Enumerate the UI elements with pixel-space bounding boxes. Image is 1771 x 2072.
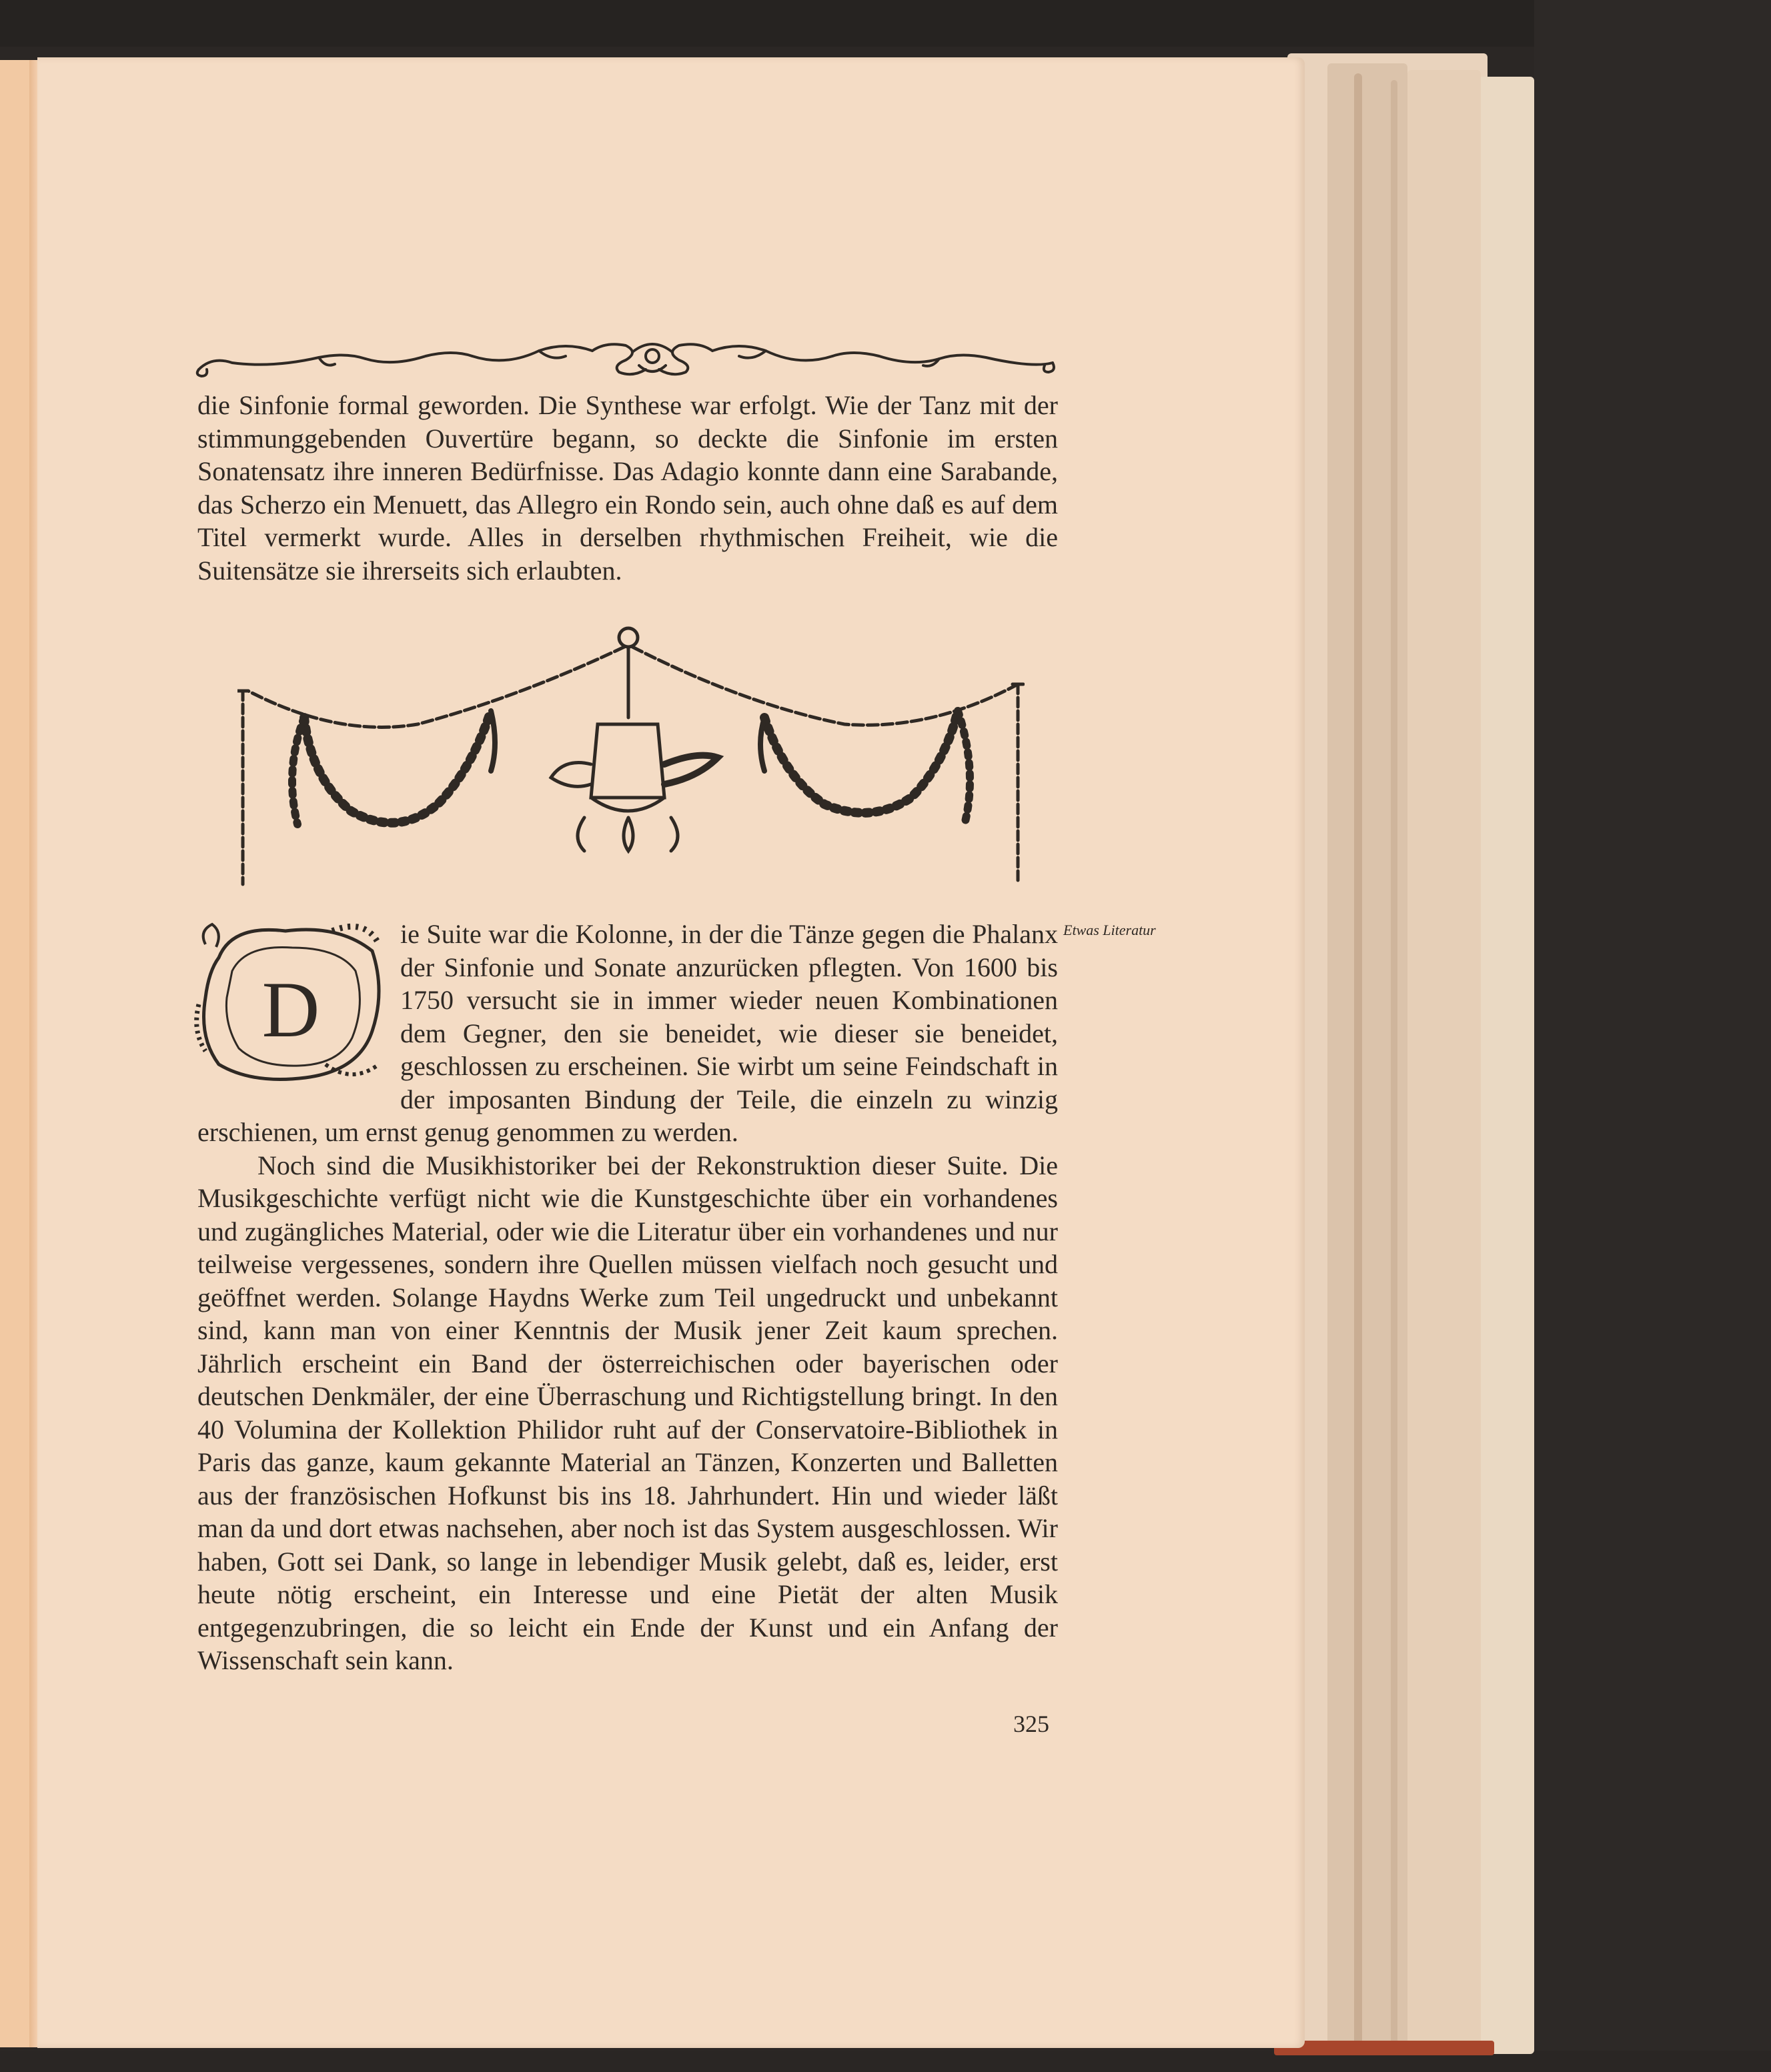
ornamental-rule <box>192 336 1059 383</box>
page-number: 325 <box>1013 1711 1049 1737</box>
page-stack-edge <box>1354 73 1362 2047</box>
book-page <box>37 57 1305 2048</box>
backdrop <box>0 0 1771 47</box>
garland-illustration <box>237 624 1025 891</box>
margin-note: Etwas Literatur <box>1063 922 1156 938</box>
backdrop <box>1534 0 1771 2072</box>
body-paragraph <box>197 918 1058 1677</box>
drop-cap-letter: D <box>261 965 320 1054</box>
paragraph-text: Noch sind die Musikhistoriker bei der Rekonstruktion dieser Suite. Die Musikgeschichte verfügt nicht wie die Kunstgeschichte über ein vorhandenes und zugängliches Material, oder wie die Literatur über ein vorhandenes und nur teilweise vergessenes, sondern ihre Quellen müssen vielfach noch gesucht und geöffnet werden. Solange Haydns Werke zum Teil ungedruckt und unbekannt sind, kann man von einer Kenntnis der Musik jener Zeit kaum sprechen. Jährlich erscheint ein Band der österreichischen oder bayerischen oder deutschen Denkmäler, der eine Überraschung und Richtigstellung bringt. In den 40 Volumina der Kollektion Philidor ruht auf der Conservatoire-Bibliothek in Paris das ganze, kaum gekannte Material an Tänzen, Konzerten und Balletten aus der französischen Hofkunst bis ins 18. Jahrhundert. Hin und wieder läßt man da und dort etwas nachsehen, aber noch ist das System ausgeschlossen. Wir haben, Gott sei Dank, so lange in lebendiger Musik gelebt, daß es, leider, erst heute nötig erscheint, ein Interesse und eine Pietät der alten Musik entgegenzubringen, die so leicht ein Ende der Kunst und ein Anfang der Wissenschaft sein kann. <box>197 1150 1058 1675</box>
drop-cap-frame <box>192 918 386 1091</box>
book-cover-edge <box>1274 2041 1494 2055</box>
paragraph-text: die Sinfonie formal geworden. Die Synthese war erfolgt. Wie der Tanz mit der stimmunggebenden Ouvertüre begann, so deckte die Sinfonie im ersten Sonatensatz ihre inneren Bedürfnisse. Das Adagio konnte dann eine Sarabande, das Scherzo ein Menuett, das Allegro ein Rondo sein, auch ohne daß es auf dem Titel vermerkt wurde. Alles in derselben rhythmischen Freiheit, wie die Suitensätze sie ihrerseits sich erlaubten. <box>197 390 1058 586</box>
body-paragraph <box>197 389 1058 587</box>
paragraph-text: ie Suite war die Kolonne, in der die Tänze gegen die Phalanx der Sinfonie und Sonate anzurücken pflegten. Von 1600 bis 1750 versucht sie in immer wieder neuen Kombinationen dem Gegner, den sie beneidet, wie dieser sie beneidet, geschlossen zu erscheinen. Sie wirbt um seine Feindschaft in der imposanten Bindung der Teile, die einzeln zu winzig erschienen, um ernst genug genommen zu werden. <box>197 919 1058 1147</box>
page-stack-edge <box>1391 80 1397 2047</box>
page-stack-edge <box>1407 70 1481 2054</box>
